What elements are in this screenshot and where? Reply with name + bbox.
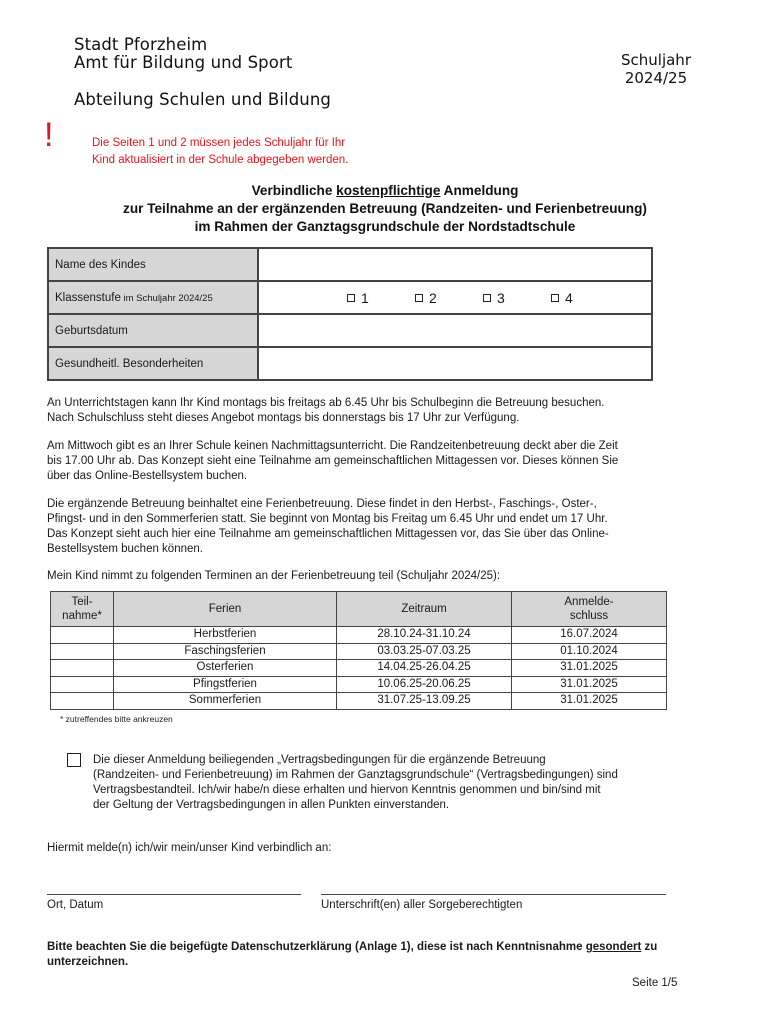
signature-line[interactable] bbox=[321, 894, 666, 895]
row-geburt bbox=[48, 314, 652, 347]
header-department: Abteilung Schulen und Bildung bbox=[74, 90, 331, 109]
schuljahr-value: 2024/25 bbox=[624, 69, 688, 87]
klasse-option-1[interactable] bbox=[347, 290, 415, 306]
child-info-table bbox=[47, 247, 653, 381]
teilnahme-cell[interactable] bbox=[51, 660, 114, 677]
klasse-options bbox=[265, 290, 645, 306]
page-number: Seite 1/5 bbox=[632, 977, 678, 989]
contract-line: der Geltung der Vertragsbedingungen in allen Punkten einverstanden. bbox=[93, 799, 450, 811]
klasse-option-label: 3 bbox=[497, 289, 505, 306]
warning-exclamation-icon: ! bbox=[44, 116, 54, 154]
schluss-cell: 31.01.2025 bbox=[512, 660, 667, 677]
ferien-header-row bbox=[51, 592, 667, 627]
header-zeitraum: Zeitraum bbox=[337, 592, 512, 627]
ferien-cell: Herbstferien bbox=[114, 627, 337, 644]
klasse-option-2[interactable] bbox=[415, 290, 483, 306]
notice-prefix: Bitte beachten Sie die beigefügte Datenschutzerklärung (Anlage 1), diese ist nach Kenntnisnahme bbox=[47, 941, 586, 953]
notice-line-2: unterzeichnen. bbox=[47, 956, 129, 968]
ferien-cell: Osterferien bbox=[114, 660, 337, 677]
teilnahme-cell[interactable] bbox=[51, 693, 114, 710]
schuljahr-block bbox=[606, 51, 706, 87]
table-row bbox=[51, 660, 667, 677]
geburt-label: Geburtsdatum bbox=[48, 314, 258, 347]
signature-label: Unterschrift(en) aller Sorgeberechtigten bbox=[321, 899, 523, 911]
p4-bold: Ferienbetreuung bbox=[290, 570, 376, 582]
header-ferien: Ferien bbox=[114, 592, 337, 627]
row-klasse bbox=[48, 281, 652, 314]
p1-line: Nach Schulschluss steht dieses Angebot montags bis donnerstags bis 17 Uhr zur Verfügung. bbox=[47, 412, 520, 424]
contract-text bbox=[93, 753, 618, 813]
notice-underlined: gesondert bbox=[585, 941, 642, 953]
header-teilnahme-l2: nahme* bbox=[62, 610, 102, 622]
contract-line: Die dieser Anmeldung beiliegenden „Vertragsbedingungen für die ergänzende Betreuung bbox=[93, 754, 546, 766]
teilnahme-cell[interactable] bbox=[51, 643, 114, 660]
schluss-cell: 01.10.2024 bbox=[512, 643, 667, 660]
klasse-option-label: 4 bbox=[565, 289, 573, 306]
warning-line-1: Die Seiten 1 und 2 müssen jedes Schuljahr für Ihr bbox=[92, 137, 346, 149]
title-part-2: Anmeldung bbox=[440, 183, 519, 198]
header-city: Stadt Pforzheim bbox=[74, 35, 208, 54]
zeitraum-cell: 10.06.25-20.06.25 bbox=[337, 676, 512, 693]
p2-line: bis 17.00 Uhr ab. Das Konzept sieht eine Teilnahme am gemeinschaftlichen Mittagessen vor. Dieses können Sie bbox=[47, 455, 619, 467]
p3-line: Das Konzept sieht auch hier eine Teilnahme am gemeinschaftlichen Mittagessen vor, das Sie über das Online- bbox=[47, 528, 609, 540]
header-anm-l1: Anmelde- bbox=[564, 596, 614, 608]
contract-checkbox[interactable] bbox=[67, 753, 81, 767]
klasse-label-main: Klassenstufe bbox=[55, 291, 121, 304]
ferien-cell: Pfingstferien bbox=[114, 676, 337, 693]
checkbox-icon[interactable] bbox=[551, 294, 559, 302]
table-row bbox=[51, 676, 667, 693]
p3-line: Pfingst- und in den Sommerferien statt. Sie beginnt von Montag bis Freitag um 6.45 Uhr und endet um 17 Uhr. bbox=[47, 513, 608, 525]
schluss-cell: 31.01.2025 bbox=[512, 693, 667, 710]
gesund-label: Gesundheitl. Besonderheiten bbox=[48, 347, 258, 380]
klasse-option-label: 1 bbox=[361, 289, 369, 306]
ort-datum-label: Ort, Datum bbox=[47, 899, 104, 911]
table-row bbox=[51, 643, 667, 660]
teilnahme-cell[interactable] bbox=[51, 627, 114, 644]
paragraph-4 bbox=[47, 569, 500, 584]
klasse-label bbox=[48, 281, 258, 314]
header-anmeldeschluss bbox=[512, 592, 667, 627]
p1-line: An Unterrichtstagen kann Ihr Kind montags bis freitags ab 6.45 Uhr bis Schulbeginn die Betreuung besuchen. bbox=[47, 397, 605, 409]
paragraph-2 bbox=[47, 439, 618, 484]
contract-line: (Randzeiten- und Ferienbetreuung) im Rahmen der Ganztagsgrundschule“ (Vertragsbedingungen) sind bbox=[93, 769, 618, 781]
p4-suffix: teil (Schuljahr 2024/25): bbox=[375, 570, 501, 582]
checkbox-icon[interactable] bbox=[483, 294, 491, 302]
table-row bbox=[51, 627, 667, 644]
paragraph-1 bbox=[47, 396, 604, 426]
gesund-input-cell[interactable] bbox=[258, 347, 652, 380]
zeitraum-cell: 14.04.25-26.04.25 bbox=[337, 660, 512, 677]
datenschutz-notice bbox=[47, 940, 657, 970]
schluss-cell: 31.01.2025 bbox=[512, 676, 667, 693]
ferien-cell: Faschingsferien bbox=[114, 643, 337, 660]
klasse-option-label: 2 bbox=[429, 289, 437, 306]
warning-text bbox=[92, 135, 348, 169]
klasse-option-3[interactable] bbox=[483, 290, 551, 306]
title-line-3: im Rahmen der Ganztagsgrundschule der Nordstadtschule bbox=[194, 219, 576, 234]
klasse-options-cell bbox=[258, 281, 652, 314]
title-part-1: Verbindliche bbox=[251, 183, 337, 198]
notice-line-1 bbox=[47, 940, 657, 955]
p4-prefix: Mein Kind nimmt zu folgenden Terminen an der bbox=[47, 570, 291, 582]
ferien-cell: Sommerferien bbox=[114, 693, 337, 710]
p2-line: Am Mittwoch gibt es an Ihrer Schule keinen Nachmittagsunterricht. Die Randzeitenbetreuung deckt aber die Zeit bbox=[47, 440, 618, 452]
zeitraum-cell: 31.07.25-13.09.25 bbox=[337, 693, 512, 710]
checkbox-icon[interactable] bbox=[415, 294, 423, 302]
header-office: Amt für Bildung und Sport bbox=[74, 53, 293, 72]
schluss-cell: 16.07.2024 bbox=[512, 627, 667, 644]
name-input-cell[interactable] bbox=[258, 248, 652, 281]
contract-line: Vertragsbestandteil. Ich/wir habe/n diese erhalten und hiervon Kenntnis genommen und bin/sind mit bbox=[93, 784, 601, 796]
title-line-1 bbox=[0, 182, 770, 200]
paragraph-3 bbox=[47, 497, 609, 557]
ort-datum-line[interactable] bbox=[47, 894, 301, 895]
checkbox-icon[interactable] bbox=[347, 294, 355, 302]
klasse-option-4[interactable] bbox=[551, 290, 619, 306]
title-underlined: kostenpflichtige bbox=[336, 183, 441, 198]
schuljahr-label: Schuljahr bbox=[621, 51, 691, 69]
p3-line: Bestellsystem buchen können. bbox=[47, 543, 203, 555]
ferien-table bbox=[50, 591, 667, 710]
klasse-label-suffix: im Schuljahr 2024/25 bbox=[120, 292, 213, 304]
name-label: Name des Kindes bbox=[48, 248, 258, 281]
table-row bbox=[51, 693, 667, 710]
form-title bbox=[0, 182, 770, 236]
zeitraum-cell: 28.10.24-31.10.24 bbox=[337, 627, 512, 644]
warning-line-2: Kind aktualisiert in der Schule abgegeben werden. bbox=[92, 154, 349, 166]
p2-line: über das Online-Bestellsystem buchen. bbox=[47, 470, 248, 482]
row-name bbox=[48, 248, 652, 281]
geburt-input-cell[interactable] bbox=[258, 314, 652, 347]
notice-suffix: zu bbox=[641, 941, 658, 953]
p3-line: Die ergänzende Betreuung beinhaltet eine Ferienbetreuung. Diese findet in den Herbst-, Faschings-, Oster-, bbox=[47, 498, 597, 510]
header-teilnahme bbox=[51, 592, 114, 627]
title-line-2: zur Teilnahme an der ergänzenden Betreuung (Randzeiten- und Ferienbetreuung) bbox=[123, 201, 647, 216]
header-anm-l2: schluss bbox=[569, 610, 609, 622]
teilnahme-cell[interactable] bbox=[51, 676, 114, 693]
signup-text: Hiermit melde(n) ich/wir mein/unser Kind verbindlich an: bbox=[47, 842, 332, 854]
row-gesund bbox=[48, 347, 652, 380]
header-teilnahme-l1: Teil- bbox=[71, 596, 93, 608]
zeitraum-cell: 03.03.25-07.03.25 bbox=[337, 643, 512, 660]
ferien-footnote: * zutreffendes bitte ankreuzen bbox=[60, 714, 173, 724]
